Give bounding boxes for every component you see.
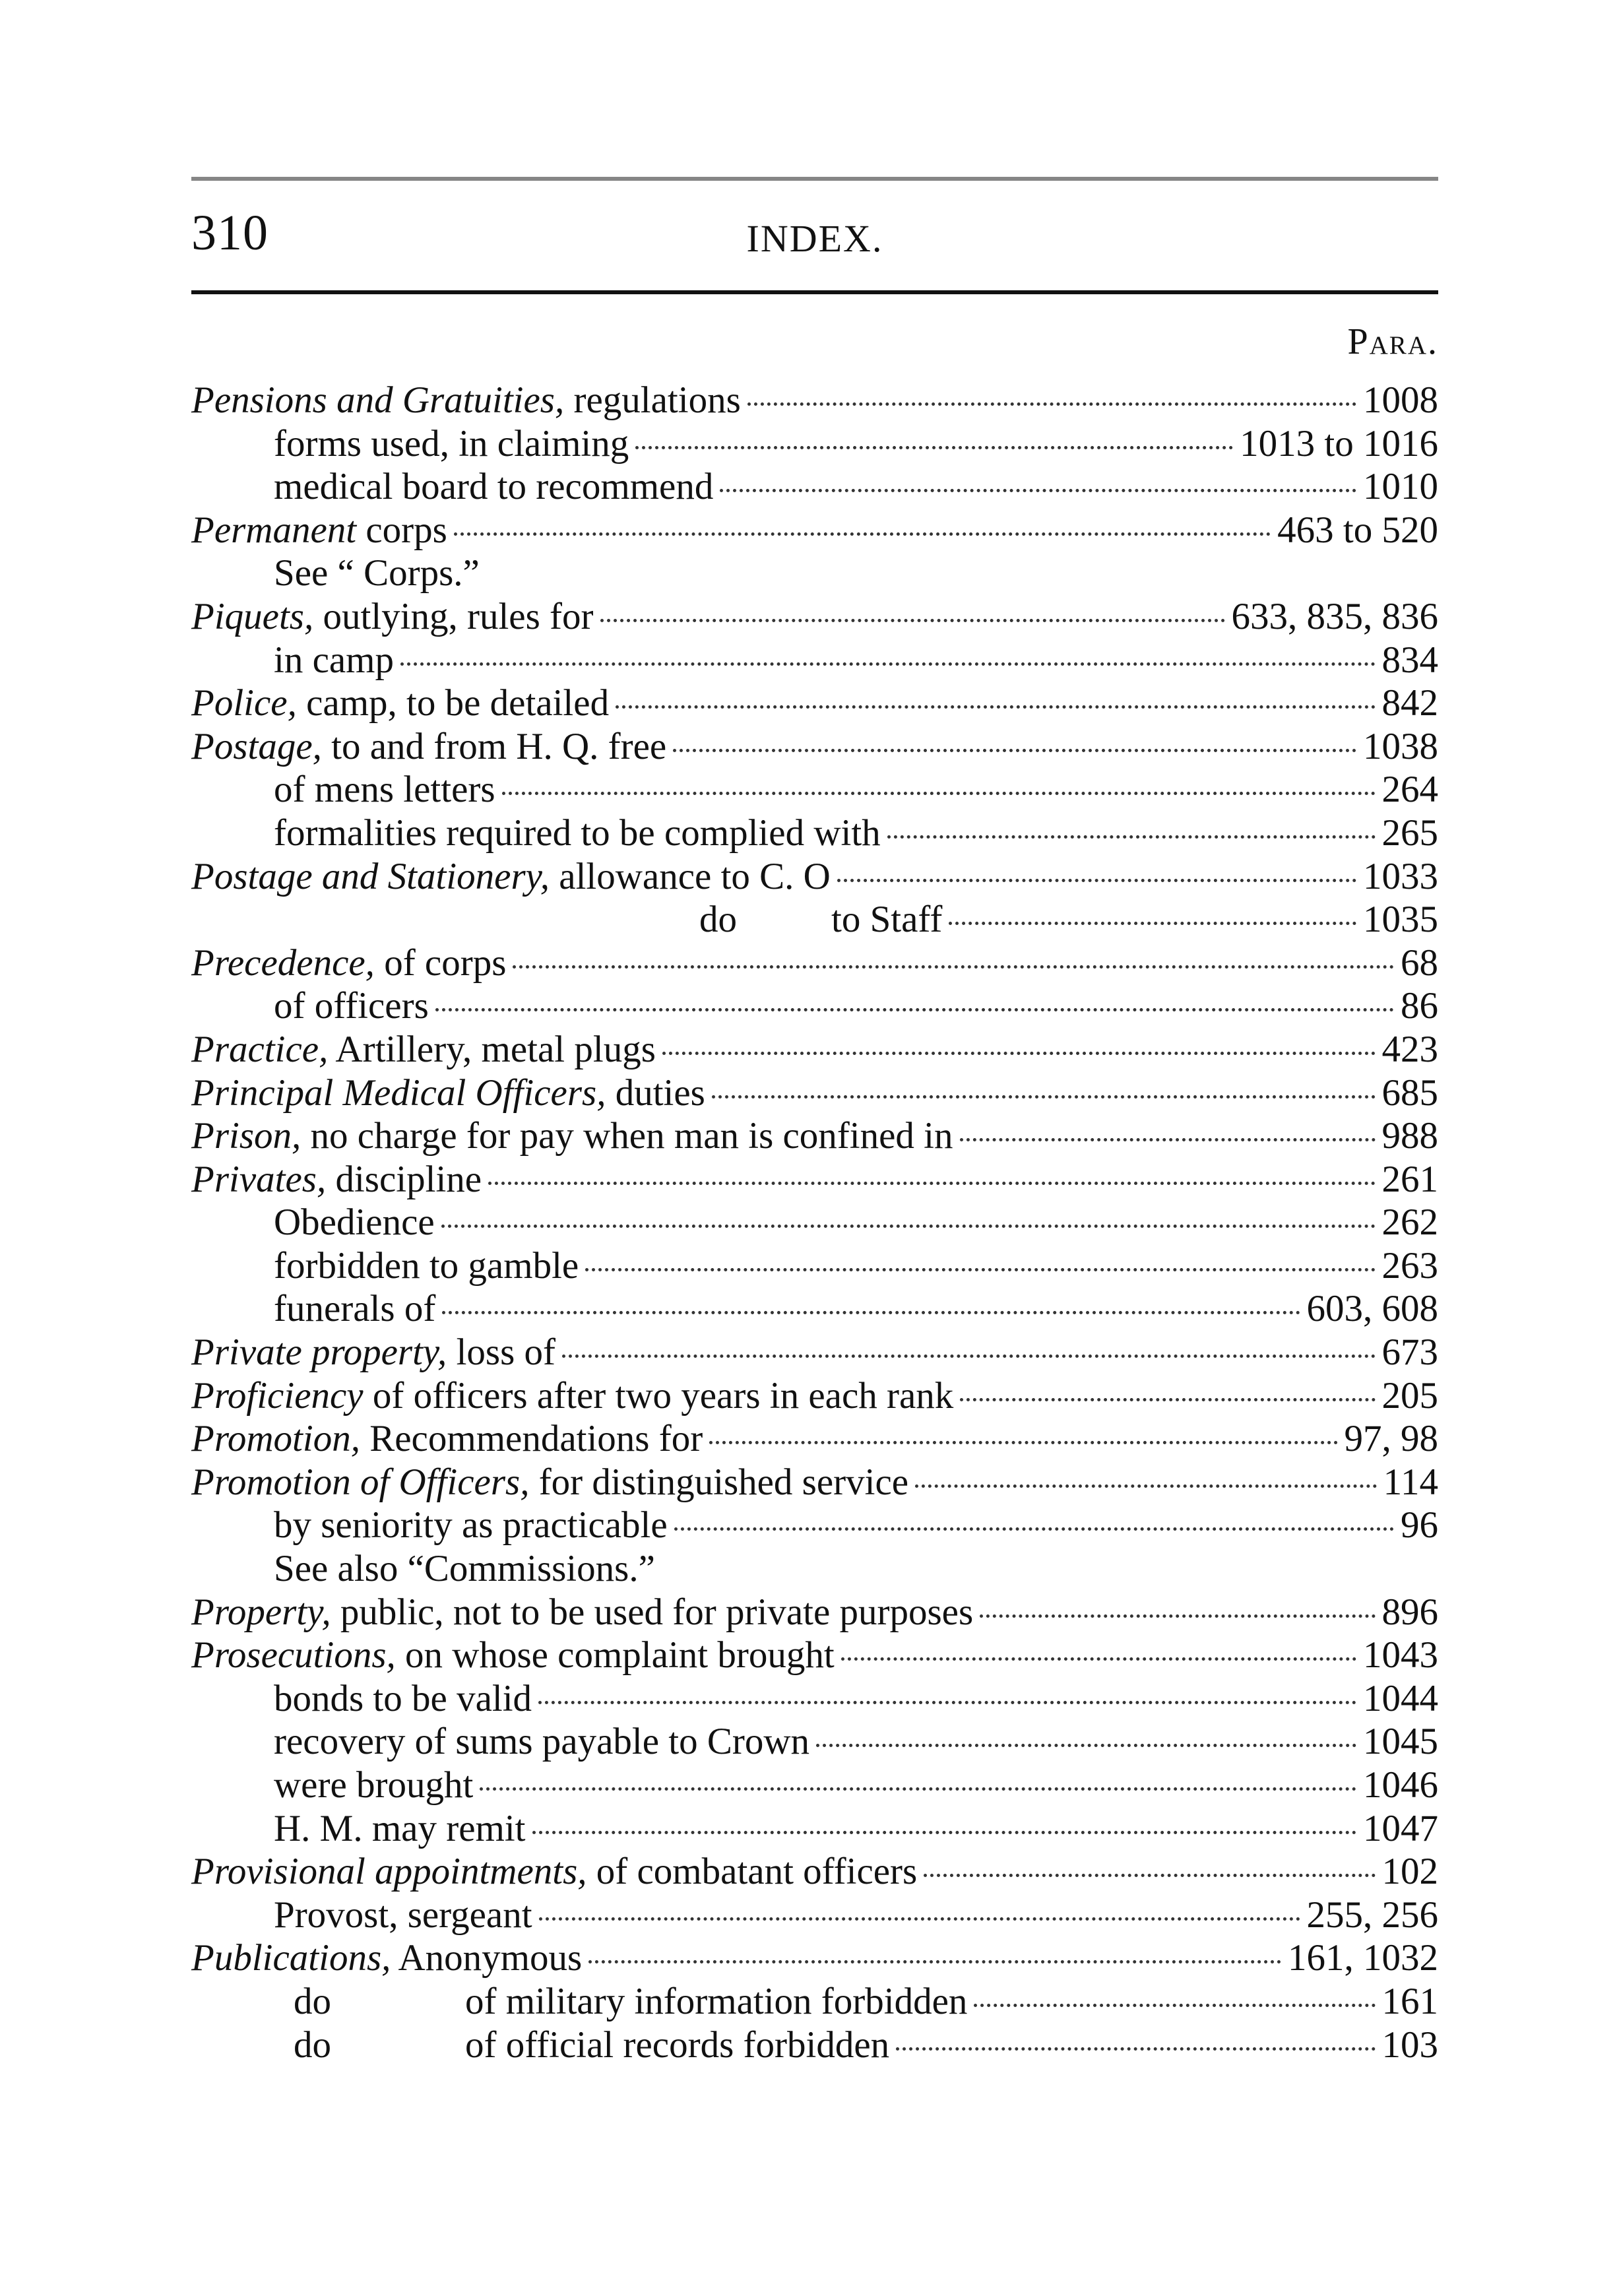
index-entry: [191, 1807, 1438, 1851]
paragraph-reference: 842: [1381, 682, 1438, 724]
ditto-mark: do: [699, 899, 737, 941]
paragraph-reference: 261: [1381, 1158, 1438, 1200]
index-entry: [191, 725, 1438, 769]
index-entry: [191, 595, 1438, 639]
index-entry: [191, 1287, 1438, 1331]
entry-heading: Property,: [191, 1591, 331, 1633]
dot-leader: [674, 1527, 1394, 1531]
dot-leader: [442, 1311, 1300, 1314]
index-entry: [191, 379, 1438, 422]
entry-text: medical board to recommend: [274, 466, 714, 508]
dot-leader: [538, 1701, 1356, 1704]
paragraph-reference: 633, 835, 836: [1231, 595, 1438, 637]
entry-text: of mens letters: [274, 769, 495, 811]
index-entry: [191, 812, 1438, 855]
dot-leader: [488, 1182, 1375, 1185]
dot-leader: [712, 1095, 1376, 1099]
entry-text: H. M. may remit: [274, 1807, 526, 1849]
dot-leader: [635, 446, 1233, 449]
header-rule: [191, 290, 1438, 294]
dot-leader: [747, 402, 1356, 406]
index-entry: [191, 552, 1438, 595]
paragraph-reference: 1046: [1363, 1764, 1438, 1806]
dot-leader: [616, 705, 1375, 709]
entry-text: See “ Corps.”: [274, 552, 480, 594]
entry-text: Obedience: [274, 1201, 435, 1244]
index-entry: [191, 1894, 1438, 1937]
paragraph-reference: 1010: [1363, 466, 1438, 508]
dot-leader: [816, 1744, 1356, 1747]
index-entry: [191, 1850, 1438, 1894]
entry-text: of corps: [374, 941, 507, 984]
entry-text: by seniority as practicable: [274, 1504, 668, 1547]
index-entry: [191, 1634, 1438, 1677]
entry-text: of officers after two years in each rank: [363, 1374, 954, 1417]
entry-text: duties: [606, 1071, 705, 1114]
entry-text: no charge for pay when man is confined in: [301, 1115, 953, 1157]
paragraph-reference: 263: [1381, 1244, 1438, 1287]
paragraph-reference: 1047: [1363, 1807, 1438, 1849]
entry-text: allowance to C. O: [550, 855, 831, 897]
index-entry: [191, 1720, 1438, 1764]
entry-text: forbidden to gamble: [274, 1244, 579, 1287]
index-entry: [191, 509, 1438, 552]
paragraph-reference: 102: [1381, 1851, 1438, 1893]
paragraph-reference: 86: [1401, 985, 1438, 1027]
entry-heading: Promotion of Officers,: [191, 1461, 530, 1503]
entry-heading: Prison,: [191, 1115, 301, 1157]
entry-text: formalities required to be complied with: [274, 812, 881, 854]
paragraph-reference: 161: [1381, 1980, 1438, 2022]
dot-leader: [709, 1441, 1337, 1444]
entry-text: See also “Commissions.”: [274, 1548, 655, 1590]
paragraph-reference: 114: [1383, 1461, 1438, 1503]
page-number: 310: [191, 205, 269, 261]
dot-leader: [539, 1917, 1300, 1921]
entry-text: for distinguished service: [529, 1461, 909, 1503]
dot-leader: [896, 2047, 1375, 2051]
dot-leader: [974, 2004, 1375, 2007]
dot-leader: [532, 1831, 1356, 1834]
entry-heading: Practice,: [191, 1028, 329, 1070]
entry-text: of officers: [274, 985, 429, 1027]
paragraph-reference: 1038: [1363, 725, 1438, 767]
paragraph-reference: 1035: [1363, 899, 1438, 941]
index-entries: [191, 379, 1438, 2066]
paragraph-reference: 1008: [1363, 379, 1438, 421]
entry-text: Recommendations for: [360, 1418, 703, 1460]
dot-leader: [454, 532, 1271, 536]
entry-heading: Pensions and Gratuities,: [191, 379, 565, 421]
entry-text: Anonymous: [391, 1937, 583, 1979]
entry-text: were brought: [274, 1764, 474, 1806]
dot-leader: [662, 1052, 1376, 1055]
dot-leader: [960, 1138, 1376, 1141]
entry-text: regulations: [564, 379, 741, 421]
dot-leader: [513, 965, 1394, 969]
dot-leader: [841, 1657, 1356, 1661]
paragraph-reference: 103: [1381, 2024, 1438, 2066]
index-entry: [191, 2024, 1438, 2067]
index-entry: [191, 1677, 1438, 1721]
index-entry: [191, 1158, 1438, 1201]
entry-text: of combatant officers: [587, 1851, 918, 1893]
entry-text: funerals of: [274, 1288, 436, 1330]
entry-text: Provost, sergeant: [274, 1894, 532, 1936]
top-rule: [191, 177, 1438, 181]
index-entry: [191, 1417, 1438, 1461]
paragraph-reference: 205: [1381, 1374, 1438, 1417]
entry-heading: Postage,: [191, 725, 322, 767]
entry-heading: Principal Medical Officers,: [191, 1071, 606, 1114]
dot-leader: [915, 1484, 1377, 1488]
paragraph-reference: 265: [1381, 812, 1438, 854]
index-entry: [191, 1071, 1438, 1115]
index-entry: [191, 898, 1438, 941]
entry-heading: Provisional appointments,: [191, 1851, 587, 1893]
dot-leader: [924, 1874, 1375, 1877]
paragraph-reference: 423: [1381, 1028, 1438, 1070]
index-entry: [191, 1547, 1438, 1591]
paragraph-reference: 1013 to 1016: [1240, 422, 1438, 464]
index-entry: [191, 1504, 1438, 1547]
paragraph-reference: 1044: [1363, 1677, 1438, 1719]
entry-text: public, not to be used for private purposes: [331, 1591, 974, 1633]
entry-text: recovery of sums payable to Crown: [274, 1721, 810, 1763]
index-entry: [191, 855, 1438, 899]
dot-leader: [887, 835, 1376, 839]
entry-text: of military information forbidden: [465, 1980, 968, 2022]
index-entry: [191, 1331, 1438, 1374]
index-entry: [191, 465, 1438, 509]
paragraph-reference: 1043: [1363, 1634, 1438, 1676]
paragraph-reference: 96: [1401, 1504, 1438, 1547]
entry-heading: Precedence,: [191, 941, 375, 984]
index-entry: [191, 1374, 1438, 1418]
entry-heading: Promotion,: [191, 1418, 360, 1460]
index-entry: [191, 1114, 1438, 1158]
index-entry: [191, 422, 1438, 466]
index-entry: [191, 1201, 1438, 1244]
entry-heading: Proficiency: [191, 1374, 364, 1417]
dot-leader: [441, 1225, 1376, 1228]
paragraph-reference: 603, 608: [1306, 1288, 1438, 1330]
dot-leader: [585, 1268, 1375, 1271]
dot-leader: [960, 1398, 1375, 1401]
index-entry: [191, 1461, 1438, 1504]
paragraph-reference: 1045: [1363, 1721, 1438, 1763]
dot-leader: [673, 749, 1356, 752]
running-head: INDEX.: [746, 217, 883, 260]
index-entry: [191, 1936, 1438, 1980]
paragraph-reference: 896: [1381, 1591, 1438, 1633]
entry-text: in camp: [274, 639, 395, 681]
paragraph-reference: 97, 98: [1344, 1418, 1438, 1460]
entry-text: of official records forbidden: [465, 2024, 890, 2066]
dot-leader: [502, 792, 1376, 795]
page-header: [191, 205, 1438, 284]
index-entry: [191, 1764, 1438, 1807]
entry-text: outlying, rules for: [313, 595, 594, 637]
entry-heading: Postage and Stationery,: [191, 855, 550, 897]
entry-text: on whose complaint brought: [395, 1634, 835, 1676]
column-head-para: Para.: [1347, 321, 1438, 362]
index-entry: [191, 682, 1438, 725]
entry-heading: Prosecutions,: [191, 1634, 396, 1676]
entry-heading: Private property,: [191, 1331, 447, 1374]
index-entry: [191, 639, 1438, 682]
index-entry: [191, 1980, 1438, 2024]
paragraph-reference: 673: [1381, 1331, 1438, 1374]
entry-text: corps: [356, 509, 447, 551]
ditto-mark: do: [294, 1980, 331, 2022]
entry-text: to Staff: [831, 899, 943, 941]
entry-text: discipline: [326, 1158, 482, 1200]
dot-leader: [400, 662, 1375, 666]
entry-heading: Publications,: [191, 1937, 391, 1979]
entry-text: loss of: [447, 1331, 555, 1374]
entry-text: to and from H. Q. free: [321, 725, 667, 767]
entry-heading: Permanent: [191, 509, 357, 551]
paragraph-reference: 1033: [1363, 855, 1438, 897]
index-entry: [191, 984, 1438, 1028]
entry-heading: Police,: [191, 682, 297, 724]
paragraph-reference: 264: [1381, 769, 1438, 811]
entry-text: forms used, in claiming: [274, 422, 629, 464]
dot-leader: [480, 1787, 1356, 1791]
dot-leader: [720, 489, 1356, 492]
dot-leader: [600, 619, 1225, 622]
entry-heading: Piquets,: [191, 595, 314, 637]
dot-leader: [435, 1008, 1394, 1011]
index-entry: [191, 941, 1438, 985]
entry-text: bonds to be valid: [274, 1677, 532, 1719]
index-entry: [191, 768, 1438, 812]
index-entry: [191, 1591, 1438, 1634]
paragraph-reference: 834: [1381, 639, 1438, 681]
entry-heading: Privates,: [191, 1158, 327, 1200]
dot-leader: [588, 1960, 1281, 1963]
paragraph-reference: 685: [1381, 1071, 1438, 1114]
index-entry: [191, 1244, 1438, 1288]
paragraph-reference: 463 to 520: [1277, 509, 1438, 551]
paragraph-reference: 161, 1032: [1288, 1937, 1438, 1979]
paragraph-reference: 255, 256: [1306, 1894, 1438, 1936]
paragraph-reference: 262: [1381, 1201, 1438, 1244]
paragraph-reference: 988: [1381, 1115, 1438, 1157]
dot-leader: [837, 879, 1356, 882]
dot-leader: [949, 922, 1356, 925]
entry-text: camp, to be detailed: [296, 682, 610, 724]
index-entry: [191, 1028, 1438, 1071]
ditto-mark: do: [294, 2024, 331, 2066]
paragraph-reference: 68: [1401, 941, 1438, 984]
dot-leader: [562, 1355, 1376, 1358]
entry-text: Artillery, metal plugs: [328, 1028, 656, 1070]
dot-leader: [980, 1614, 1375, 1618]
